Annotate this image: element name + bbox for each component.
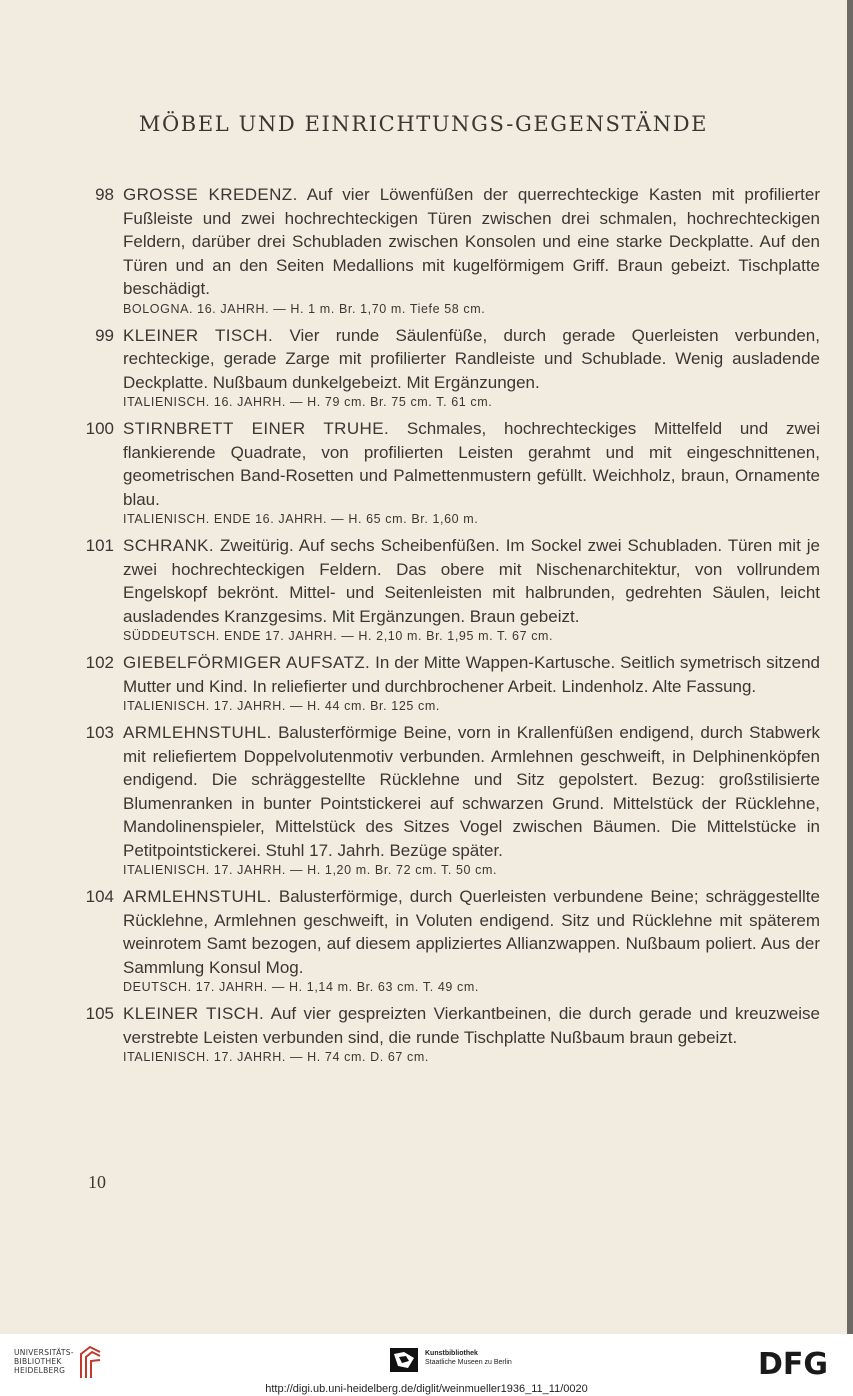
entry-title: GIEBELFÖRMIGER AUFSATZ.	[123, 653, 371, 672]
catalog-entry	[80, 534, 820, 645]
entry-text: Auf vier Löwenfüßen der querrechteckige Kasten mit profilierter Fußleiste und zwei hochrechteckigen Türen zwischen drei schmalen, hochrechteckigen Feldern, darüber drei Schubladen zwischen Konsolen und eine starke Deckplatte. Auf den Türen und an den Seiten Medallions mit kugelförmigem Griff. Braun gebeizt. Tischplatte beschädigt.	[123, 185, 820, 298]
entry-title: ARMLEHNSTUHL.	[123, 887, 272, 906]
catalog-entry	[80, 183, 820, 318]
entry-text: Vier runde Säulenfüße, durch gerade Querleisten verbunden, rechteckige, gerade Zarge mit profilierter Randleiste und Schublade. Wenig ausladende Deckplatte. Nußbaum dunkelgebeizt. Mit Ergänzungen.	[123, 325, 820, 392]
entry-title: SCHRANK.	[123, 536, 215, 555]
page-edge	[847, 0, 853, 1334]
page-heading: MÖBEL UND EINRICHTUNGS-GEGENSTÄNDE	[138, 112, 709, 136]
entry-number: 102	[85, 653, 114, 672]
entry-meta: BOLOGNA. 16. JAHRH. — H. 1 m. Br. 1,70 m. Tiefe 58 cm.	[123, 301, 486, 316]
entry-number: 105	[85, 1004, 114, 1023]
kunstbibliothek-logo-icon[interactable]	[390, 1348, 418, 1372]
entry-description	[123, 183, 820, 301]
footer	[0, 1334, 853, 1396]
entry-description	[123, 324, 820, 395]
entry-meta: ITALIENISCH. 17. JAHRH. — H. 44 cm. Br. 125 cm.	[123, 699, 440, 713]
entry-number: 99	[95, 325, 114, 345]
entry-number: 101	[85, 536, 114, 555]
source-url[interactable]: http://digi.ub.uni-heidelberg.de/diglit/weinmueller1936_11_11/0020	[265, 1383, 588, 1395]
entry-meta: ITALIENISCH. 16. JAHRH. — H. 79 cm. Br. 75 cm. T. 61 cm.	[123, 395, 493, 409]
entry-number: 100	[85, 419, 114, 438]
entry-description	[123, 534, 820, 628]
catalog-entry	[80, 1002, 820, 1066]
ub-heidelberg-logo-icon[interactable]	[78, 1344, 104, 1380]
entry-text: In der Mitte Wappen-Kartusche. Seitlich symetrisch sitzend Mutter und Kind. In reliefierter und durchbrochener Arbeit. Lindenholz. Alte Fassung.	[123, 653, 820, 696]
dfg-logo-icon[interactable]	[758, 1350, 842, 1376]
entry-number: 103	[85, 723, 114, 742]
entry-meta: SÜDDEUTSCH. ENDE 17. JAHRH. — H. 2,10 m. Br. 1,95 m. T. 67 cm.	[123, 629, 554, 643]
svg-text:DFG: DFG	[758, 1350, 829, 1376]
entry-title: KLEINER TISCH.	[123, 325, 274, 345]
entry-description	[123, 1002, 820, 1049]
entry-text: Balusterförmige Beine, vorn in Krallenfüßen endigend, durch Stabwerk mit reliefiertem Doppelvolutenmotiv verbunden. Armlehnen geschweift, in Delphinenköpfen endigend. Die schräggestellte Rücklehne und Sitz gepolstert. Bezug: großstilisierte Blumenranken in bunter Pointstickerei auf schwarzen Grund. Mittelstück der Rücklehne, Mandolinenspieler, Mittelstück des Sitzes Vogel zwischen Bäumen. Die Mittelstücke in Petitpointstickerei. Stuhl 17. Jahrh. Bezüge später.	[123, 723, 820, 860]
entry-meta: ITALIENISCH. 17. JAHRH. — H. 74 cm. D. 67 cm.	[123, 1050, 429, 1064]
entry-text: Auf vier gespreizten Vierkantbeinen, die durch gerade und kreuzweise verstrebte Leisten verbunden sind, die runde Tischplatte Nußbaum braun gebeizt.	[123, 1004, 820, 1047]
entry-meta: ITALIENISCH. ENDE 16. JAHRH. — H. 65 cm. Br. 1,60 m.	[123, 512, 479, 526]
catalog-entry	[80, 324, 820, 412]
catalog-entry	[80, 721, 820, 879]
page-number: 10	[88, 1172, 106, 1192]
entry-text: Schmales, hochrechteckiges Mittelfeld und zwei flankierende Quadrate, von profilierten Leisten gerahmt und mit eingeschnittenen, geometrischen Band-Rosetten und Palmettenmustern gefüllt. Weichholz, braun, Ornamente blau.	[123, 419, 820, 509]
entry-description	[123, 885, 820, 979]
catalog-entries	[80, 183, 820, 1072]
entry-title: ARMLEHNSTUHL.	[123, 723, 272, 742]
entry-text: Zweitürig. Auf sechs Scheibenfüßen. Im Sockel zwei Schubladen. Türen mit je zwei hochrechteckigen Feldern. Das obere mit Nischenarchitektur, von vollrundem Engelskopf bekrönt. Mittel- und Seitenleisten mit halbrunden, gedrehten Säulen, leicht ausladendes Kranzgesims. Mit Ergänzungen. Braun gebeizt.	[123, 536, 820, 626]
entry-text: Balusterförmige, durch Querleisten verbundene Beine; schräggestellte Rücklehne, Armlehnen geschweift, in Voluten endigend. Sitz und Rücklehne mit späterem weinrotem Samt bezogen, auf diesem appliziertes Allianzwappen. Nußbaum poliert. Aus der Sammlung Konsul Mog.	[123, 887, 820, 977]
entry-title: KLEINER TISCH.	[123, 1004, 265, 1023]
catalog-entry	[80, 885, 820, 996]
entry-description	[123, 721, 820, 862]
entry-description	[123, 417, 820, 511]
entry-meta: ITALIENISCH. 17. JAHRH. — H. 1,20 m. Br. 72 cm. T. 50 cm.	[123, 863, 498, 877]
ub-heidelberg-logo-text[interactable]: UNIVERSITÄTS- BIBLIOTHEK HEIDELBERG	[14, 1348, 74, 1375]
entry-title: STIRNBRETT EINER TRUHE.	[123, 419, 390, 438]
entry-title: GROSSE KREDENZ.	[123, 185, 298, 204]
kunstbibliothek-logo-text[interactable]: Kunstbibliothek Staatliche Museen zu Berlin	[425, 1350, 512, 1366]
entry-number: 98	[95, 185, 114, 204]
catalog-entry	[80, 417, 820, 528]
entry-meta: DEUTSCH. 17. JAHRH. — H. 1,14 m. Br. 63 cm. T. 49 cm.	[123, 980, 479, 994]
catalog-entry	[80, 651, 820, 715]
entry-number: 104	[85, 887, 114, 906]
entry-description	[123, 651, 820, 698]
